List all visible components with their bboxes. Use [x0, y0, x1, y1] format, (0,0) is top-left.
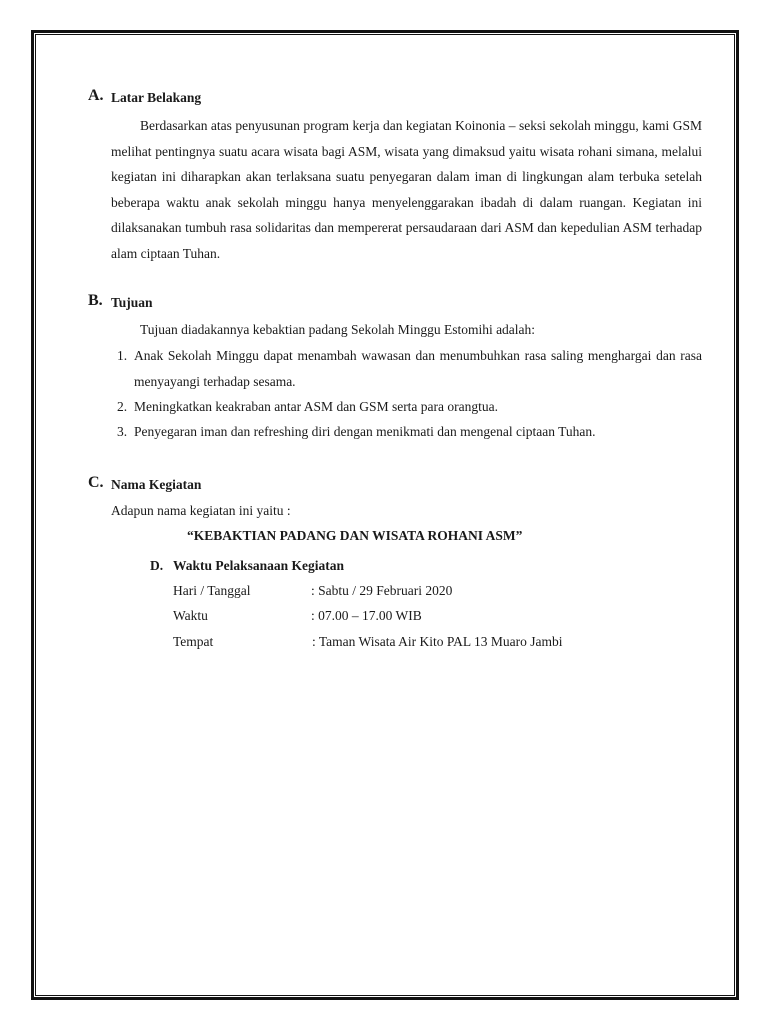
list-item [117, 343, 702, 394]
list-item-number: 1. [117, 348, 128, 363]
section-b-letter: B. [88, 292, 103, 309]
schedule-value-place: : Taman Wisata Air Kito PAL 13 Muaro Jambi [312, 634, 563, 649]
list-item-number: 2. [117, 399, 128, 414]
list-item-text: Penyegaran iman dan refreshing diri dengan menikmati dan mengenal ciptaan Tuhan. [134, 424, 596, 439]
schedule-label-date: Hari / Tanggal [173, 583, 251, 598]
list-item-text: Meningkatkan keakraban antar ASM dan GSM serta para orangtua. [134, 399, 499, 414]
list-item-text: Anak Sekolah Minggu dapat menambah wawasan dan menumbuhkan rasa saling menghargai dan rasa menyayangi terhadap sesama. [134, 348, 702, 389]
schedule-label-place: Tempat [173, 634, 214, 649]
section-b-intro: Tujuan diadakannya kebaktian padang Sekolah Minggu Estomihi adalah: [140, 322, 536, 337]
section-c-intro: Adapun nama kegiatan ini yaitu : [111, 503, 291, 518]
event-name: “KEBAKTIAN PADANG DAN WISATA ROHANI ASM” [187, 528, 523, 543]
section-a-paragraph: Berdasarkan atas penyusunan program kerja dan kegiatan Koinonia – seksi sekolah minggu, kami GSM melihat pentingnya suatu acara wisata bagi ASM, wisata yang dimaksud yaitu wisata rohani simana, melalui kegiatan ini diharapkan akan terlaksana suatu penyegaran dalam iman di lingkungan alam terbuka setelah beberapa waktu anak sekolah minggu hanya menyelenggarakan ibadah di dalam ruangan. Kegiatan ini dilaksanakan tumbuh rasa solidaritas dan mempererat persaudaraan dari ASM dan kepedulian ASM terhadap alam ciptaan Tuhan. [111, 118, 702, 261]
section-b-title: Tujuan [111, 295, 153, 310]
section-c-title: Nama Kegiatan [111, 477, 202, 492]
section-d-letter: D. [150, 558, 164, 573]
section-a-title: Latar Belakang [111, 90, 202, 105]
section-c-letter: C. [88, 474, 104, 491]
list-item-number: 3. [117, 424, 128, 439]
section-d-title: Waktu Pelaksanaan Kegiatan [173, 558, 345, 573]
list-item [117, 394, 702, 420]
schedule-value-date: : Sabtu / 29 Februari 2020 [311, 583, 453, 598]
section-a-letter: A. [88, 87, 104, 104]
schedule-value-time: : 07.00 – 17.00 WIB [311, 608, 422, 623]
list-item [117, 419, 702, 445]
schedule-label-time: Waktu [173, 608, 208, 623]
